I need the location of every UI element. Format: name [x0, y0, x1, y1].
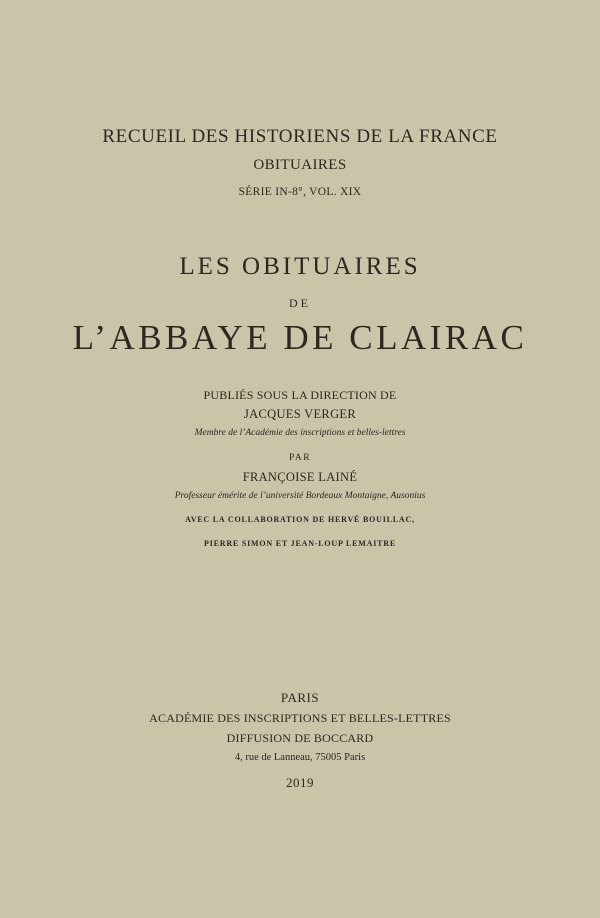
by-label: PAR: [288, 453, 312, 463]
imprint-address: 4, rue de Lanneau, 75005 Paris: [234, 752, 366, 763]
series-volume: SÉRIE IN-8°, VOL. XIX: [238, 186, 362, 198]
book-title-line-3: L’ABBAYE DE CLAIRAC: [72, 318, 528, 357]
published-under-label: PUBLIÉS SOUS LA DIRECTION DE: [203, 388, 397, 402]
imprint-publisher: ACADÉMIE DES INSCRIPTIONS ET BELLES-LETTRES: [149, 711, 451, 725]
author-role: Professeur émérite de l’université Bordeaux Montaigne, Ausonius: [174, 491, 426, 501]
book-title-line-2: DE: [289, 296, 311, 310]
director-name: JACQUES VERGER: [244, 407, 356, 421]
series-subtitle: OBITUAIRES: [253, 157, 347, 173]
imprint-year: 2019: [286, 775, 314, 790]
author-name: FRANÇOISE LAINÉ: [242, 470, 358, 484]
imprint-distributor: DIFFUSION DE BOCCARD: [226, 731, 374, 745]
book-title-line-1: LES OBITUAIRES: [179, 253, 421, 280]
series-title: RECUEIL DES HISTORIENS DE LA FRANCE: [102, 126, 498, 147]
imprint-city: PARIS: [280, 690, 320, 705]
collaboration-line-1: AVEC LA COLLABORATION DE HERVÉ BOUILLAC,: [185, 515, 415, 524]
collaboration-line-2: PIERRE SIMON ET JEAN-LOUP LEMAITRE: [204, 539, 396, 548]
director-role: Membre de l’Académie des inscriptions et belles-lettres: [194, 428, 406, 438]
